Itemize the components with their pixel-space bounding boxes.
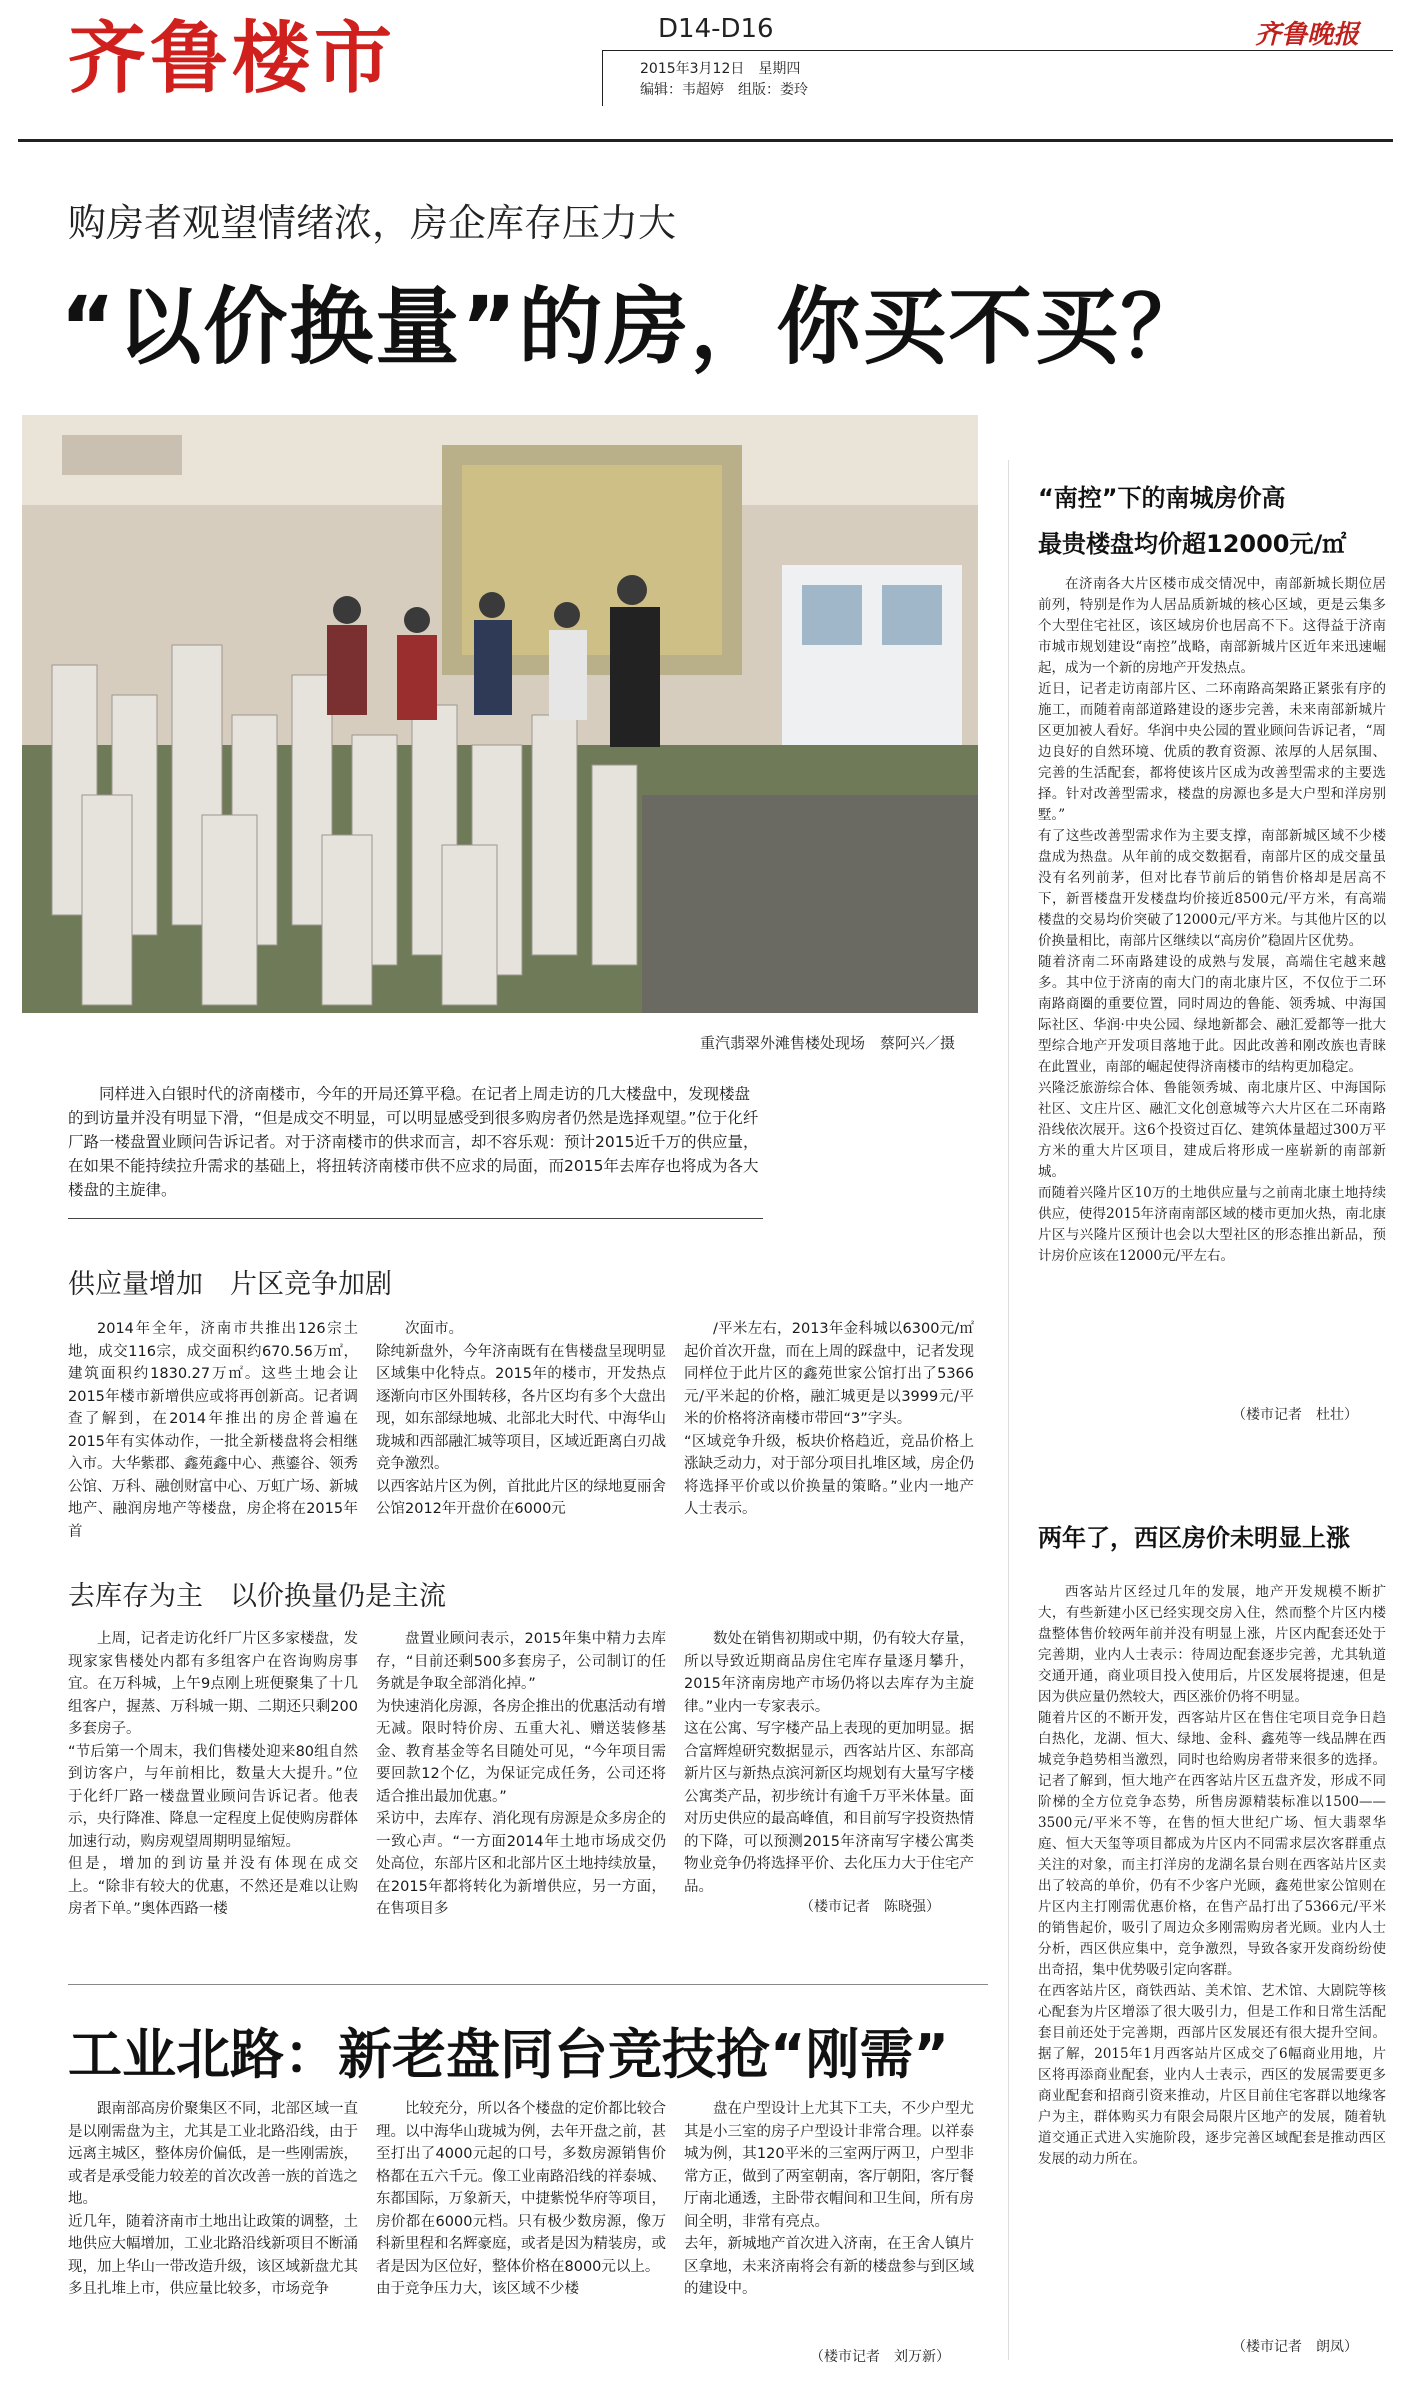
right2-byline: （楼市记者 朗凤） <box>1232 2339 1358 2355</box>
section2-col3 <box>684 1628 974 1898</box>
photo-caption: 重汽翡翠外滩售楼处现场 蔡阿兴／摄 <box>700 1034 956 1052</box>
section1-col1-text: 2014年全年，济南市共推出126宗土地，成交116宗，成交面积约670.56万㎡，建筑面积约1830.27万㎡。这些土地会让2015年楼市新增供应或将再创新高。记者调查了解到，在2014年推出的房企普遍在2015年有实体动作，一批全新楼盘将会相继入市。大华紫郡、鑫苑鑫中心、燕鎏谷、领秀公馆、万科、融创财富中心、万虹广场、新城地产、融润房地产等楼盘，房企将在2015年首 <box>68 1321 358 1540</box>
right1-byline: （楼市记者 杜壮） <box>1232 1407 1358 1423</box>
section3-col1-text: 跟南部高房价聚集区不同，北部区域一直是以刚需盘为主，尤其是工业北路沿线，由于远离主城区，整体房价偏低，是一些刚需族，或者是承受能力较差的首次改善一族的首选之地。 近几年，随着济南市土地出让政策的调整，土地供应大幅增加，工业北路沿线新项目不断涌现，加上华山一带改造升级，该区域新盘尤其多且扎堆上市，供应量比较多，市场竞争 <box>68 2101 358 2297</box>
section1-heading: 供应量增加 片区竞争加剧 <box>68 1269 392 1300</box>
page-range: D14-D16 <box>658 14 774 44</box>
section2-col3-text: 数处在销售初期或中期，仍有较大存量，所以导致近期商品房住宅库存量逐月攀升，2015年济南房地产市场仍将以去库存为主旋律。”业内一专家表示。 这在公寓、写字楼产品上表现的更加明显。据合富辉煌研究数据显示，西客站片区、东部高新片区与新热点滨河新区均规划有大量写字楼公寓类产品，初步统计有逾千万平米体量。面对历史供应的最高峰值，和目前写字投资热情的下降，可以预测2015年济南写字楼公寓类物业竞争仍将选择平价、去化压力大于住宅产品。 <box>684 1631 974 1895</box>
right2-body <box>1038 1582 1386 2170</box>
section2-col2 <box>376 1628 666 1921</box>
section2-col1 <box>68 1628 358 1921</box>
masthead-vertical-rule <box>602 50 603 106</box>
section1-col3-text: /平米左右，2013年金科城以6300元/㎡起价首次开盘，而在上周的踩盘中，记者发现同样位于此片区的鑫苑世家公馆打出了5366元/平米起的价格，融汇城更是以3999元/平米的价格将济南楼市带回“3”字头。 “区域竞争升级，板块价格趋近，竞品价格上涨缺乏动力，对于部分项目扎堆区域，房企仍将选择平价或以价换量的策略。”业内一地产人士表示。 <box>684 1321 974 1517</box>
section2-col2-text: 盘置业顾问表示，2015年集中精力去库存，“目前还剩500多套房子，公司制订的任务就是争取全部消化掉。” 为快速消化房源，各房企推出的优惠活动有增无减。限时特价房、五重大礼、赠送装修基金、教育基金等名目随处可见，“今年项目需要回款12个亿，为保证完成任务，公司还将适合推出最加优惠。” 采访中，去库存、消化现有房源是众多房企的一致心声。“一方面2014年土地市场成交仍处高位，东部片区和北部片区土地持续放量，在2015年都将转化为新增供应，另一方面，在售项目多 <box>376 1631 666 1917</box>
lead-paragraph: 同样进入白银时代的济南楼市，今年的开局还算平稳。在记者上周走访的几大楼盘中，发现楼盘的到访量并没有明显下滑，“但是成交不明显，可以明显感受到很多购房者仍然是选择观望。”位于化纤厂路一楼盘置业顾问告诉记者。对于济南楼市的供求而言，却不容乐观：预计2015近千万的供应量，在如果不能持续拉升需求的基础上，将扭转济南楼市供不应求的局面，而2015年去库存也将成为各大楼盘的主旋律。 <box>68 1085 759 1199</box>
right1-body <box>1038 574 1386 1267</box>
section1-col1 <box>68 1318 358 1543</box>
right2-title: 两年了，西区房价未明显上涨 <box>1038 1524 1350 1552</box>
section1-col2-text: 次面市。 除纯新盘外，今年济南既有在售楼盘呈现明显区域集中化特点。2015年的楼市，开发热点逐渐向市区外围转移，各片区均有多个大盘出现，如东部绿地城、北部北大时代、中海华山珑城和西部融汇城等项目，区域近距离白刃战竞争激烈。 以西客站片区为例，首批此片区的绿地夏丽舍公馆2012年开盘价在6000元 <box>376 1321 666 1517</box>
right1-body-text: 在济南各大片区楼市成交情况中，南部新城长期位居前列，特别是作为人居品质新城的核心区域，更是云集多个大型住宅社区，该区域房价也居高不下。这得益于济南市城市规划建设“南控”战略，南部新城片区近年来迅速崛起，成为一个新的房地产开发热点。 近日，记者走访南部片区、二环南路高架路正紧张有序的施工，而随着南部道路建设的逐步完善，未来南部新城片区更加被人看好。华润中央公园的置业顾问告诉记者，“周边良好的自然环境、优质的教育资源、浓厚的人居氛围、完善的生活配套，都将使该片区成为改善型需求的主要选择。针对改善型需求，楼盘的房源也多是大户型和洋房别墅。” 有了这些改善型需求作为主要支撑，南部新城区域不少楼盘成为热盘。从年前的成交数据看，南部片区的成交量虽没有名列前茅，但对比春节前后的销售价格却是居高不下，新晋楼盘开发楼盘均价接近8500元/平方米，有高端楼盘的交易均价突破了12000元/平方米。与其他片区的以价换量相比，南部片区继续以“高房价”稳固片区优势。 随着济南二环南路建设的成熟与发展，高端住宅越来越多。其中位于济南的南大门的南北康片区，不仅位于二环南路商圈的重要位置，同时周边的鲁能、领秀城、中海国际社区、华润·中央公园、绿地新都会、融汇爱都等一批大型综合地产开发项目落地于此。因此改善和刚改族也青睐在此置业，南部的崛起使得济南楼市的结构更加稳定。 兴隆泛旅游综合体、鲁能领秀城、南北康片区、中海国际社区、文庄片区、融汇文化创意城等六大片区在二环南路沿线依次展开。这6个投资过百亿、建筑体量超过300万平方米的重大片区项目，建成后将形成一座崭新的南部新城。 而随着兴隆片区10万的土地供应量与之前南北康土地持续供应，使得2015年济南南部区域的楼市更加火热，南北康片区与兴隆片区预计也会以大型社区的形态推出新品，预计房价应该在12000元/平左右。 <box>1038 576 1386 1264</box>
issue-date: 2015年3月12日 星期四 <box>640 61 801 77</box>
lead-rule <box>68 1218 763 1219</box>
right1-title1: “南控”下的南城房价高 <box>1038 484 1286 512</box>
section3-col3 <box>684 2098 974 2301</box>
section3-col3-text: 盘在户型设计上尤其下工夫，不少户型尤其是小三室的房子户型设计非常合理。以祥泰城为例，其120平米的三室两厅两卫，户型非常方正，做到了两室朝南，客厅朝阳，客厅餐厅南北通透，主卧带衣帽间和卫生间，所有房间全明，非常有亮点。 去年，新城地产首次进入济南，在王舍人镇片区拿地，未来济南将会有新的楼盘参与到区域的建设中。 <box>684 2101 974 2297</box>
headline-kicker: 购房者观望情绪浓，房企库存压力大 <box>68 201 677 245</box>
section2-byline: （楼市记者 陈晓强） <box>800 1899 940 1915</box>
section3-byline: （楼市记者 刘万新） <box>810 2349 950 2365</box>
section3-heading: 工业北路：新老盘同台竞技抢“刚需” <box>68 2023 949 2086</box>
section1-col2 <box>376 1318 666 1521</box>
masthead-title: 齐鲁楼市 <box>68 14 397 104</box>
section3-col2 <box>376 2098 666 2301</box>
section3-rule <box>68 1984 988 1985</box>
right1-title2: 最贵楼盘均价超12000元/㎡ <box>1038 530 1347 558</box>
sales-office-photo <box>22 415 978 1013</box>
right2-body-text: 西客站片区经过几年的发展，地产开发规模不断扩大，有些新建小区已经实现交房入住，然而整个片区内楼盘整体售价较两年前并没有明显上涨，片区内配套还处于完善期，业内人士表示：待周边配套逐步完善，尤其轨道交通开通，商业项目投入使用后，片区发展将提速，但是因为供应量仍然较大，西区涨价仍将不明显。 随着片区的不断开发，西客站片区在售住宅项目竞争日趋白热化，龙湖、恒大、绿地、金科、鑫苑等一线品牌在西城竞争趋势相当激烈，同时也给购房者带来很多的选择。记者了解到，恒大地产在西客站片区五盘齐发，形成不同阶梯的全方位竞争态势，所售房源精装标准以1500——3500元/平米不等，在售的恒大世纪广场、恒大翡翠华庭、恒大天玺等项目都成为片区内不同需求层次客群重点关注的对象，而主打洋房的龙湖名景台则在西客站片区卖出了较高的单价，仍有不少客户光顾，鑫苑世家公馆则在片区内主打刚需优惠价格，在售产品打出了5366元/平米的销售起价，吸引了周边众多刚需购房者光顾。业内人士分析，西区供应集中，竞争激烈，导致各家开发商纷纷使出奇招，集中优势吸引定向客群。 在西客站片区，商铁西站、美术馆、艺术馆、大剧院等核心配套为片区增添了很大吸引力，但是工作和日常生活配套目前还处于完善期，西部片区发展还有很大提升空间。据了解，2015年1月西客站片区成交了6幅商业用地，片区将再添商业配套，业内人士表示，西区的发展需要更多商业配套和招商引资来推动，片区目前住宅客群以地缘客户为主，群体购买力有限会局限片区地产的发展，随着轨道交通正式进入实施阶段，逐步完善区域配套是推动西区发展的动力所在。 <box>1038 1584 1386 2167</box>
section1-col3 <box>684 1318 974 1521</box>
photo-illustration <box>22 415 978 1013</box>
section2-col1-text: 上周，记者走访化纤厂片区多家楼盘，发现家家售楼处内都有多组客户在咨询购房事宜。在万科城，上午9点刚上班便聚集了十几组客户，握蒸、万科城一期、二期还只剩200多套房子。 “节后第一个周末，我们售楼处迎来80组自然到访客户，与年前相比，数量大大提升。”位于化纤厂路一楼盘置业顾问告诉记者。他表示，央行降准、降息一定程度上促使购房群体加速行动，购房观望周期明显缩短。 但是，增加的到访量并没有体现在成交上。“除非有较大的优惠，不然还是难以让购房者下单。”奥体西路一楼 <box>68 1631 358 1917</box>
headline-title: “以价换量”的房，你买不买？ <box>60 278 1207 376</box>
newspaper-brand: 齐鲁晚报 <box>1255 20 1360 50</box>
masthead-thin-rule <box>602 50 1393 51</box>
right-column-rule <box>1008 460 1009 2360</box>
section3-col2-text: 比较充分，所以各个楼盘的定价都比较合理。以中海华山珑城为例，去年开盘之前，甚至打出了4000元起的口号，多数房源销售价格都在五六千元。像工业南路沿线的祥泰城、东都国际，万象新天，中捷紫悦华府等项目，房价都在6000元档。只有极少数房源，像万科新里程和名辉豪庭，或者是因为精装房，或者是因为区位好，整体价格在8000元以上。 由于竞争压力大，该区域不少楼 <box>376 2101 666 2297</box>
section3-col1 <box>68 2098 358 2301</box>
editor-credits: 编辑：韦超婷 组版：娄玲 <box>640 82 808 98</box>
masthead-rule <box>18 139 1393 142</box>
section2-heading: 去库存为主 以价换量仍是主流 <box>68 1581 446 1612</box>
